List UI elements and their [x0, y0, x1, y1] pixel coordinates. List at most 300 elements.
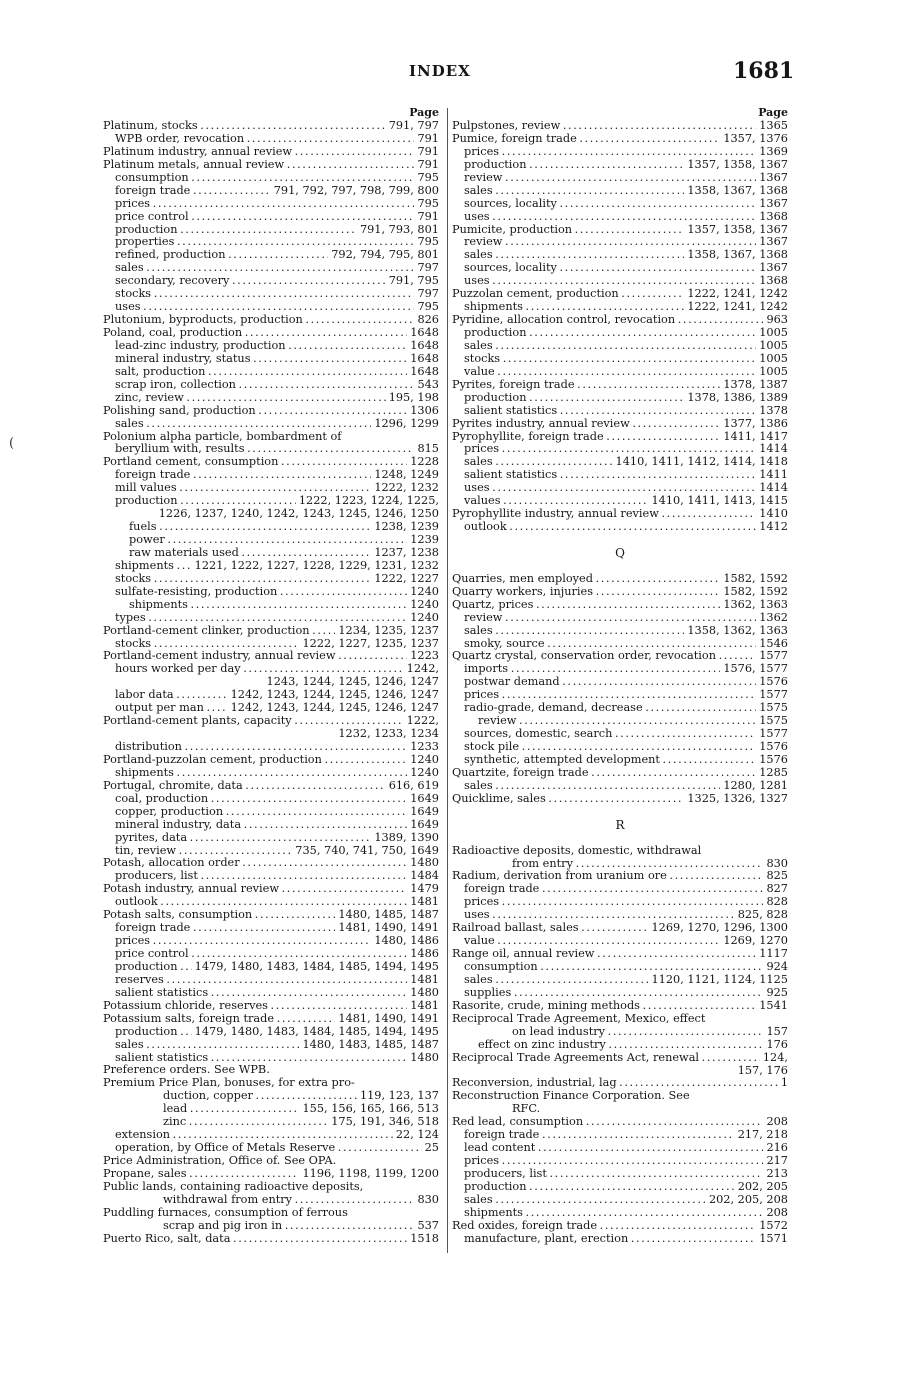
index-entry: [103, 948, 439, 961]
entry-pages: 1222, 1241, 1242: [684, 288, 788, 301]
index-entry: [452, 1090, 788, 1103]
index-entry: [452, 948, 788, 961]
index-entry: [452, 1220, 788, 1233]
entry-pages: 1358, 1362, 1363: [684, 625, 788, 638]
entry-pages: 1221, 1222, 1227, 1228, 1229, 1231, 1232: [192, 560, 439, 573]
entry-pages: 1411, 1417: [720, 431, 788, 444]
entry-pages: 25: [422, 1142, 439, 1155]
index-entry: [103, 198, 439, 211]
index-entry: [103, 353, 439, 366]
index-entry: [103, 521, 439, 534]
index-entry: [452, 625, 788, 638]
index-entry: [452, 896, 788, 909]
index-entry: [103, 573, 439, 586]
entry-pages: 1269, 1270, 1296, 1300: [648, 922, 788, 935]
entry-pages: 208: [763, 1116, 788, 1129]
entry-pages: 1648: [407, 327, 439, 340]
entry-pages: 1648: [407, 340, 439, 353]
entry-pages: 830: [414, 1194, 439, 1207]
index-entry: [103, 857, 439, 870]
entry-term: Portland-cement plants, capacity . . .: [103, 715, 439, 728]
entry-term: Pumicite, production . . .: [452, 224, 788, 237]
index-entry: [103, 767, 439, 780]
entry-pages: 791: [414, 146, 439, 159]
entry-term: production . . .: [464, 327, 788, 340]
entry-term: Propane, sales . . .: [103, 1168, 439, 1181]
entry-pages: 1410: [756, 508, 788, 521]
index-entry: [452, 599, 788, 612]
index-entry: [452, 1077, 788, 1090]
entry-term: Puzzolan cement, production . . .: [452, 288, 788, 301]
entry-pages: 202, 205: [735, 1181, 788, 1194]
entry-pages: 1357, 1358, 1367: [684, 159, 788, 172]
entry-pages: 1222, 1223, 1224, 1225,: [296, 495, 439, 508]
entry-term: Red oxides, foreign trade . . .: [452, 1220, 788, 1233]
entry-term: foreign trade . . .: [464, 1129, 788, 1142]
index-entry: [452, 392, 788, 405]
entry-term: coal, production . . .: [115, 793, 439, 806]
entry-pages: 1232, 1233, 1234: [335, 728, 439, 741]
index-entry: [452, 663, 788, 676]
entry-pages: 1222,: [404, 715, 439, 728]
entry-term: salient statistics . . .: [464, 469, 788, 482]
index-entry: [452, 275, 788, 288]
index-entry: [452, 159, 788, 172]
entry-pages: 828: [763, 896, 788, 909]
entry-pages: 1226, 1237, 1240, 1242, 1243, 1245, 1246, 1250: [156, 508, 439, 521]
index-entry: [103, 1129, 439, 1142]
index-entries-left: [103, 120, 439, 1246]
entry-pages: 1240: [407, 754, 439, 767]
entry-term: Public lands, containing radioactive deposits,: [103, 1180, 364, 1193]
entry-term: prices . . .: [115, 935, 439, 948]
entry-term: sales . . .: [115, 1039, 439, 1052]
entry-term: consumption . . .: [115, 172, 439, 185]
entry-term: on lead industry . . .: [512, 1026, 788, 1039]
entry-pages: 1378, 1386, 1389: [684, 392, 788, 405]
index-entry: [103, 1116, 439, 1129]
index-entry: [103, 883, 439, 896]
entry-pages: 1648: [407, 366, 439, 379]
entry-pages: 208: [763, 1207, 788, 1220]
entry-pages: 217: [763, 1155, 788, 1168]
index-entry: [452, 456, 788, 469]
entry-pages: 1575: [756, 715, 788, 728]
index-entry: [452, 1155, 788, 1168]
index-entry: [452, 469, 788, 482]
index-entry: [452, 1116, 788, 1129]
index-entry: [452, 120, 788, 133]
entry-term: Pyrites industry, annual review . . .: [452, 418, 788, 431]
entry-pages: 1480: [407, 1052, 439, 1065]
index-entry: [103, 172, 439, 185]
entry-pages: 1240: [407, 612, 439, 625]
index-entry: [452, 172, 788, 185]
index-entry: [103, 819, 439, 832]
index-entry: [103, 586, 439, 599]
entry-pages: 963: [763, 314, 788, 327]
entry-term: Quartz crystal, conservation order, revocation . . .: [452, 650, 788, 663]
entry-term: RFC.: [512, 1103, 541, 1116]
entry-pages: 1242, 1243, 1244, 1245, 1246, 1247: [228, 702, 439, 715]
entry-pages: 795: [414, 198, 439, 211]
entry-pages: 1222, 1241, 1242: [684, 301, 788, 314]
entry-term: Potassium salts, foreign trade . . .: [103, 1013, 439, 1026]
entry-pages: 1481, 1490, 1491: [335, 922, 439, 935]
index-entry: [452, 224, 788, 237]
index-entry: [103, 741, 439, 754]
index-entry: [103, 638, 439, 651]
entry-pages: 1325, 1326, 1327: [684, 793, 788, 806]
index-entry: [103, 1233, 439, 1246]
entry-term: Pyrophyllite industry, annual review . . .: [452, 508, 788, 521]
entry-term: radio-grade, demand, decrease . . .: [464, 702, 788, 715]
entry-pages: 1480, 1483, 1485, 1487: [299, 1039, 439, 1052]
entry-pages: 1518: [407, 1233, 439, 1246]
index-entry: [452, 443, 788, 456]
entry-term: Polishing sand, production . . .: [103, 405, 439, 418]
entry-term: Puddling furnaces, consumption of ferrous: [103, 1206, 348, 1219]
index-entry: [452, 314, 788, 327]
index-entry: [103, 146, 439, 159]
entry-pages: 791: [414, 159, 439, 172]
index-entry: [103, 1220, 439, 1233]
entry-term: salient statistics . . .: [464, 405, 788, 418]
entry-term: sales . . .: [464, 185, 788, 198]
entry-term: review . . .: [464, 612, 788, 625]
index-entry: [103, 974, 439, 987]
entry-pages: 1362, 1363: [720, 599, 788, 612]
index-entry: [452, 586, 788, 599]
entry-pages: 1378, 1387: [720, 379, 788, 392]
entry-term: sales . . .: [464, 456, 788, 469]
entry-pages: 1411: [756, 469, 788, 482]
index-entry: [452, 301, 788, 314]
entry-pages: 1242,: [404, 663, 439, 676]
index-entry: [103, 366, 439, 379]
entry-term: sources, domestic, search . . .: [464, 728, 788, 741]
entry-term: prices . . .: [464, 689, 788, 702]
entry-pages: 1481: [407, 896, 439, 909]
index-entry: [452, 508, 788, 521]
index-entry: [452, 495, 788, 508]
index-entry: [103, 650, 439, 663]
index-entry: [103, 845, 439, 858]
entry-pages: 826: [414, 314, 439, 327]
index-entry: [103, 1103, 439, 1116]
entry-pages: 1577: [756, 728, 788, 741]
entry-term: salient statistics . . .: [115, 1052, 439, 1065]
index-entry: [452, 715, 788, 728]
index-entry: [452, 728, 788, 741]
entry-pages: 791, 795: [386, 275, 439, 288]
entry-term: lead . . .: [163, 1103, 439, 1116]
entry-pages: 176: [763, 1039, 788, 1052]
index-entry: [103, 1013, 439, 1026]
index-entry: [452, 185, 788, 198]
entry-term: raw materials used . . .: [129, 547, 439, 560]
entry-pages: 1577: [756, 689, 788, 702]
entry-term: reserves . . .: [115, 974, 439, 987]
index-entry: [103, 896, 439, 909]
entry-term: Reciprocal Trade Agreement, Mexico, effect: [452, 1012, 706, 1025]
index-entries-right: [452, 120, 788, 1246]
entry-term: prices . . .: [464, 1155, 788, 1168]
index-entry: [452, 1052, 788, 1065]
entry-term: Platinum, stocks . . .: [103, 120, 439, 133]
entry-pages: 213: [763, 1168, 788, 1181]
entry-pages: 1237, 1238: [371, 547, 439, 560]
index-column-left: [103, 106, 439, 1246]
entry-term: Red lead, consumption . . .: [452, 1116, 788, 1129]
entry-pages: 1296, 1299: [371, 418, 439, 431]
entry-pages: 1414: [756, 482, 788, 495]
index-entry: [103, 961, 439, 974]
entry-term: extension . . .: [115, 1129, 439, 1142]
entry-pages: 202, 205, 208: [706, 1194, 788, 1207]
entry-term: Potash industry, annual review . . .: [103, 883, 439, 896]
entry-pages: 791, 793, 801: [357, 224, 439, 237]
entry-pages: 1649: [407, 793, 439, 806]
entry-term: outlook . . .: [464, 521, 788, 534]
index-entry: [452, 1026, 788, 1039]
index-entry: [103, 1155, 439, 1168]
entry-term: scrap iron, collection . . .: [115, 379, 439, 392]
entry-pages: 1280, 1281: [720, 780, 788, 793]
index-entry: [103, 560, 439, 573]
entry-pages: 1367: [756, 198, 788, 211]
entry-term: prices . . .: [464, 443, 788, 456]
index-entry: [452, 262, 788, 275]
entry-term: sales . . .: [115, 418, 439, 431]
entry-term: postwar demand . . .: [464, 676, 788, 689]
index-entry: [452, 870, 788, 883]
index-entry: [103, 159, 439, 172]
index-entry: [103, 676, 439, 689]
entry-term: supplies . . .: [464, 987, 788, 1000]
entry-pages: 1541: [756, 1000, 788, 1013]
entry-pages: 1269, 1270: [720, 935, 788, 948]
index-entry: [452, 249, 788, 262]
entry-term: output per man . . .: [115, 702, 439, 715]
entry-term: review . . .: [464, 172, 788, 185]
entry-term: lead-zinc industry, production . . .: [115, 340, 439, 353]
entry-term: foreign trade . . .: [115, 469, 439, 482]
entry-pages: 1479: [407, 883, 439, 896]
entry-term: values . . .: [464, 495, 788, 508]
entry-pages: 791, 792, 797, 798, 799, 800: [271, 185, 439, 198]
entry-term: salt, production . . .: [115, 366, 439, 379]
index-entry: [452, 1129, 788, 1142]
index-entry: [103, 728, 439, 741]
index-entry: [452, 650, 788, 663]
entry-pages: 1248, 1249: [371, 469, 439, 482]
index-entry: [452, 1181, 788, 1194]
index-entry: [452, 1065, 788, 1078]
entry-pages: 1: [778, 1077, 788, 1090]
entry-term: production . . .: [115, 224, 439, 237]
entry-term: synthetic, attempted development . . .: [464, 754, 788, 767]
index-entry: [103, 288, 439, 301]
index-entry: [103, 612, 439, 625]
entry-term: Pulpstones, review . . .: [452, 120, 788, 133]
entry-term: pyrites, data . . .: [115, 832, 439, 845]
index-entry: [103, 987, 439, 1000]
index-entry: [103, 133, 439, 146]
index-entry: [103, 935, 439, 948]
entry-pages: 1412: [756, 521, 788, 534]
entry-term: Railroad ballast, sales . . .: [452, 922, 788, 935]
index-entry: [452, 211, 788, 224]
entry-pages: 795: [414, 301, 439, 314]
index-entry: [452, 198, 788, 211]
index-entry: [452, 922, 788, 935]
entry-term: price control . . .: [115, 948, 439, 961]
entry-term: Portland-cement industry, annual review . . .: [103, 650, 439, 663]
entry-pages: 1240: [407, 586, 439, 599]
entry-pages: 1367: [756, 262, 788, 275]
index-entry: [452, 767, 788, 780]
entry-term: Pyrites, foreign trade . . .: [452, 379, 788, 392]
index-entry: [103, 327, 439, 340]
page-column-header: Page: [758, 106, 788, 119]
entry-pages: 1481: [407, 974, 439, 987]
entry-term: price control . . .: [115, 211, 439, 224]
entry-pages: 22, 124: [393, 1129, 439, 1142]
entry-term: uses . . .: [464, 909, 788, 922]
entry-term: Radioactive deposits, domestic, withdrawal: [452, 844, 702, 857]
entry-term: sales . . .: [464, 625, 788, 638]
entry-term: Puerto Rico, salt, data . . .: [103, 1233, 439, 1246]
entry-term: smoky, source . . .: [464, 638, 788, 651]
entry-pages: 1362: [756, 612, 788, 625]
entry-pages: 1367: [756, 172, 788, 185]
entry-pages: 1223: [407, 650, 439, 663]
entry-pages: 616, 619: [386, 780, 439, 793]
entry-term: Premium Price Plan, bonuses, for extra pro-: [103, 1077, 355, 1090]
entry-term: Portugal, chromite, data . . .: [103, 780, 439, 793]
entry-pages: 1480: [407, 987, 439, 1000]
entry-term: sales . . .: [115, 262, 439, 275]
entry-term: salient statistics . . .: [115, 987, 439, 1000]
entry-term: shipments . . .: [115, 767, 439, 780]
index-entry: [452, 1233, 788, 1246]
entry-pages: 1005: [756, 340, 788, 353]
entry-term: uses . . .: [464, 275, 788, 288]
entry-term: production . . .: [115, 961, 439, 974]
entry-pages: 1222, 1227: [371, 573, 439, 586]
index-entry: [452, 521, 788, 534]
entry-term: sources, locality . . .: [464, 262, 788, 275]
entry-pages: 124,: [760, 1052, 788, 1065]
index-entry: [103, 663, 439, 676]
index-entry: [103, 379, 439, 392]
entry-term: sales . . .: [464, 974, 788, 987]
entry-pages: 795: [414, 172, 439, 185]
entry-pages: 1242, 1243, 1244, 1245, 1246, 1247: [228, 689, 439, 702]
index-entry: [103, 806, 439, 819]
entry-term: zinc . . .: [163, 1116, 439, 1129]
index-entry: [452, 754, 788, 767]
index-entry: [103, 1168, 439, 1181]
index-entry: [103, 120, 439, 133]
entry-term: stocks . . .: [464, 353, 788, 366]
entry-term: prices . . .: [464, 146, 788, 159]
index-entry: [452, 612, 788, 625]
entry-term: from entry . . .: [512, 858, 788, 871]
entry-term: power . . .: [129, 534, 439, 547]
entry-pages: 1357, 1358, 1367: [684, 224, 788, 237]
index-entry: [452, 405, 788, 418]
entry-pages: 1196, 1198, 1199, 1200: [299, 1168, 439, 1181]
entry-term: lead content . . .: [464, 1142, 788, 1155]
index-entry: [452, 741, 788, 754]
entry-pages: 1243, 1244, 1245, 1246, 1247: [264, 676, 439, 689]
entry-pages: 797: [414, 262, 439, 275]
entry-term: manufacture, plant, erection . . .: [464, 1233, 788, 1246]
running-title: INDEX: [409, 62, 471, 80]
entry-term: sales . . .: [464, 1194, 788, 1207]
entry-term: zinc, review . . .: [115, 392, 439, 405]
entry-term: uses . . .: [115, 301, 439, 314]
index-entry: [103, 275, 439, 288]
entry-term: Quartz, prices . . .: [452, 599, 788, 612]
entry-pages: 1357, 1376: [720, 133, 788, 146]
entry-pages: 797: [414, 288, 439, 301]
section-letter: Q: [615, 546, 625, 560]
index-entry: [452, 1103, 788, 1116]
entry-term: mineral industry, data . . .: [115, 819, 439, 832]
entry-term: sales . . .: [464, 780, 788, 793]
index-entry: [103, 689, 439, 702]
entry-term: refined, production . . .: [115, 249, 439, 262]
index-entry: [452, 1013, 788, 1026]
entry-term: review . . .: [478, 715, 788, 728]
index-entry: [452, 845, 788, 858]
entry-pages: 1479, 1480, 1483, 1484, 1485, 1494, 1495: [192, 961, 439, 974]
entry-term: production . . .: [464, 1181, 788, 1194]
entry-term: Quarry workers, injuries . . .: [452, 586, 788, 599]
entry-term: production . . .: [464, 392, 788, 405]
entry-pages: 1648: [407, 353, 439, 366]
entry-term: shipments . . .: [129, 599, 439, 612]
entry-pages: 1369: [756, 146, 788, 159]
index-entry: [452, 366, 788, 379]
index-entry: [452, 1168, 788, 1181]
index-entry: [452, 482, 788, 495]
entry-pages: 1222, 1232: [371, 482, 439, 495]
index-entry: [452, 974, 788, 987]
entry-pages: 1005: [756, 366, 788, 379]
index-entry: [103, 185, 439, 198]
entry-pages: 1117: [756, 948, 788, 961]
index-entry: [103, 301, 439, 314]
entry-term: imports . . .: [464, 663, 788, 676]
index-entry: [103, 1181, 439, 1194]
index-entry: [103, 443, 439, 456]
entry-term: production . . .: [115, 495, 439, 508]
index-entry: [452, 418, 788, 431]
index-entry: [103, 1077, 439, 1090]
entry-pages: 155, 156, 165, 166, 513: [299, 1103, 439, 1116]
entry-term: duction, copper . . .: [163, 1090, 439, 1103]
entry-pages: 1571: [756, 1233, 788, 1246]
entry-pages: 791, 797: [386, 120, 439, 133]
entry-term: Platinum metals, annual review . . .: [103, 159, 439, 172]
entry-term: production . . .: [464, 159, 788, 172]
entry-term: Portland cement, consumption . . .: [103, 456, 439, 469]
entry-pages: 1358, 1367, 1368: [684, 185, 788, 198]
